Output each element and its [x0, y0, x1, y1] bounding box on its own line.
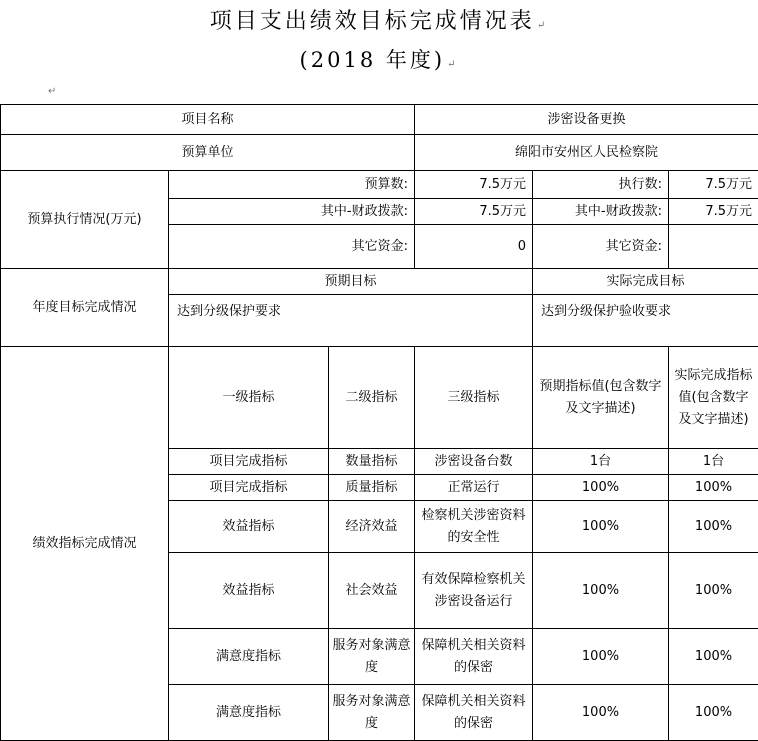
other-budget-value: 0	[415, 225, 533, 269]
budget-unit-value: 绵阳市安州区人民检察院	[415, 135, 758, 171]
level1-cell: 项目完成指标	[169, 475, 329, 501]
actual-goal-text: 达到分级保护验收要求	[533, 295, 758, 347]
fiscal-executed-label: 其中-财政拨款:	[533, 199, 669, 225]
level2-cell: 社会效益	[329, 553, 415, 629]
expected-cell: 100%	[533, 501, 669, 553]
fiscal-budget-value: 7.5万元	[415, 199, 533, 225]
executed-amount-value: 7.5万元	[669, 171, 758, 199]
level2-cell: 数量指标	[329, 449, 415, 475]
other-budget-label: 其它资金:	[169, 225, 415, 269]
budget-amount-label: 预算数:	[169, 171, 415, 199]
document-subtitle: (2018 年度) ↵	[0, 44, 758, 74]
header-expected: 预期指标值(包含数字及文字描述)	[533, 347, 669, 449]
expected-goal-text: 达到分级保护要求	[169, 295, 533, 347]
level1-cell: 效益指标	[169, 501, 329, 553]
budget-unit-label: 预算单位	[1, 135, 415, 171]
expected-cell: 1台	[533, 449, 669, 475]
level1-cell: 满意度指标	[169, 685, 329, 741]
expected-cell: 100%	[533, 553, 669, 629]
actual-cell: 100%	[669, 685, 758, 741]
level3-cell: 保障机关相关资料的保密	[415, 685, 533, 741]
expected-cell: 100%	[533, 475, 669, 501]
other-executed-value	[669, 225, 758, 269]
level3-cell: 检察机关涉密资料的安全性	[415, 501, 533, 553]
project-name-label: 项目名称	[1, 105, 415, 135]
level3-cell: 有效保障检察机关涉密设备运行	[415, 553, 533, 629]
header-level1: 一级指标	[169, 347, 329, 449]
performance-section-label: 绩效指标完成情况	[1, 347, 169, 741]
level3-cell: 正常运行	[415, 475, 533, 501]
level3-cell: 保障机关相关资料的保密	[415, 629, 533, 685]
actual-goal-header: 实际完成目标	[533, 269, 758, 295]
header-level3: 三级指标	[415, 347, 533, 449]
header-actual: 实际完成指标值(包含数字及文字描述)	[669, 347, 758, 449]
expected-goal-header: 预期目标	[169, 269, 533, 295]
level1-cell: 效益指标	[169, 553, 329, 629]
project-name-value: 涉密设备更换	[415, 105, 758, 135]
level1-cell: 项目完成指标	[169, 449, 329, 475]
level3-cell: 涉密设备台数	[415, 449, 533, 475]
level2-cell: 经济效益	[329, 501, 415, 553]
document-title: 项目支出绩效目标完成情况表 ↵	[0, 4, 758, 35]
level2-cell: 质量指标	[329, 475, 415, 501]
actual-cell: 100%	[669, 475, 758, 501]
actual-cell: 100%	[669, 629, 758, 685]
expected-cell: 100%	[533, 685, 669, 741]
other-executed-label: 其它资金:	[533, 225, 669, 269]
expected-cell: 100%	[533, 629, 669, 685]
budget-amount-value: 7.5万元	[415, 171, 533, 199]
fiscal-budget-label: 其中-财政拨款:	[169, 199, 415, 225]
paragraph-mark: ↵	[48, 86, 56, 97]
actual-cell: 100%	[669, 501, 758, 553]
performance-table	[0, 104, 758, 741]
annual-section-label: 年度目标完成情况	[1, 269, 169, 347]
level1-cell: 满意度指标	[169, 629, 329, 685]
header-level2: 二级指标	[329, 347, 415, 449]
executed-amount-label: 执行数:	[533, 171, 669, 199]
budget-section-label: 预算执行情况(万元)	[1, 171, 169, 269]
level2-cell: 服务对象满意度	[329, 685, 415, 741]
level2-cell: 服务对象满意度	[329, 629, 415, 685]
actual-cell: 100%	[669, 553, 758, 629]
actual-cell: 1台	[669, 449, 758, 475]
fiscal-executed-value: 7.5万元	[669, 199, 758, 225]
